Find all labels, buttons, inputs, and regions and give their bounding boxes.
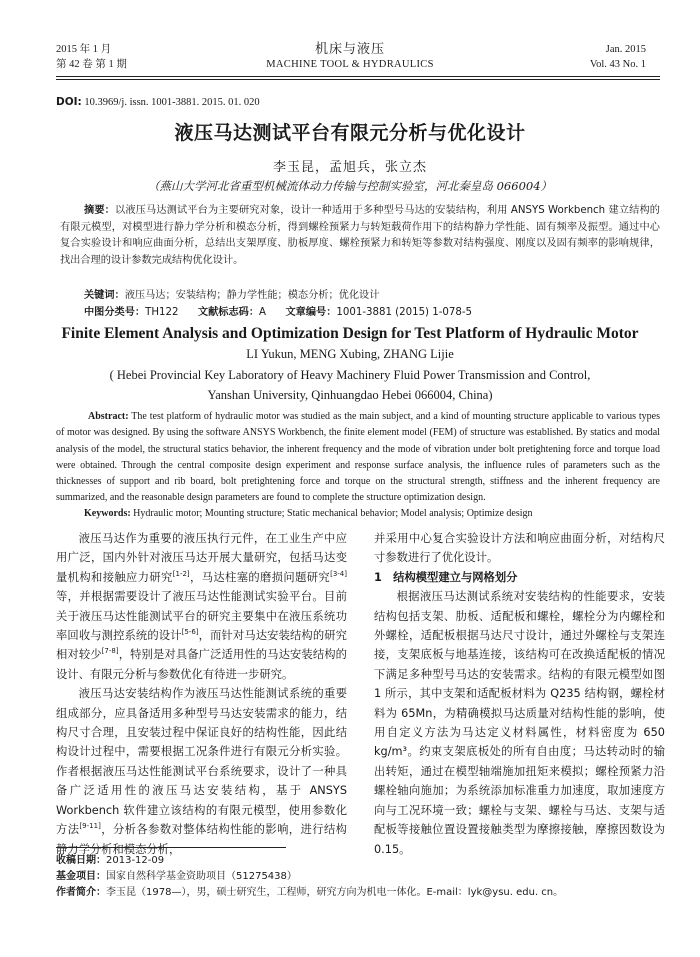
keywords-cn bbox=[84, 286, 379, 301]
keywords-cn-label: 关键词： bbox=[84, 290, 125, 301]
abstract-cn bbox=[60, 203, 660, 269]
header-rule-secondary bbox=[56, 79, 660, 80]
clc-label: 中图分类号： bbox=[84, 307, 146, 318]
citation: [9-11] bbox=[79, 822, 101, 831]
header-right bbox=[590, 42, 646, 72]
section-heading-1: 1 结构模型建立与网格划分 bbox=[374, 570, 518, 584]
doi bbox=[56, 96, 260, 108]
body-text: ，而针对马达安装结构的研究相对较少 bbox=[56, 629, 347, 662]
authors-cn: 李玉昆，孟旭兵，张立杰 bbox=[272, 160, 427, 175]
classification-cn bbox=[84, 303, 472, 318]
footnote-received bbox=[56, 853, 164, 868]
article-title-en: Finite Element Analysis and Optimization Design for Test Platform of Hydraulic Motor bbox=[61, 325, 639, 342]
article-number-value: 1001-3881 (2015) 1-078-5 bbox=[336, 307, 473, 318]
keywords-en-label: Keywords: bbox=[84, 508, 131, 519]
affiliation-en-line2: Yanshan University, Qinhuangdao Hebei 066004, China) bbox=[207, 388, 493, 402]
body-text: ，马达柱塞的磨损问题研究 bbox=[189, 570, 331, 584]
issue-date-en: Jan. 2015 bbox=[605, 44, 646, 55]
authors-en: LI Yukun, MENG Xubing, ZHANG Lijie bbox=[246, 347, 454, 361]
fund-value: 国家自然科学基金资助项目（51275438） bbox=[106, 871, 297, 882]
received-value: 2013-12-09 bbox=[106, 855, 165, 866]
body-column-left bbox=[56, 529, 347, 859]
footnote-author bbox=[56, 885, 563, 900]
journal-name-cn: 机床与液压 bbox=[314, 42, 385, 57]
author-bio-value: 李玉昆（1978—），男，硕士研究生，工程师，研究方向为机电一体化。E-mail：lyk@ysu. edu. cn。 bbox=[106, 887, 564, 898]
article-title-cn: 液压马达测试平台有限元分析与优化设计 bbox=[174, 122, 526, 144]
header-rule bbox=[56, 76, 660, 77]
keywords-en bbox=[84, 508, 533, 519]
doc-code-label: 文献标志码： bbox=[197, 307, 260, 318]
doi-value: 10.3969/j. issn. 1001-3881. 2015. 01. 020 bbox=[84, 97, 260, 108]
citation: [3-4] bbox=[330, 570, 347, 579]
footnote-fund bbox=[56, 869, 297, 884]
abstract-en bbox=[56, 409, 660, 507]
footnote-rule bbox=[56, 847, 286, 848]
citation: [1-2] bbox=[172, 570, 190, 579]
body-text: 液压马达作为重要的液压执行元件，在工业生产中应用广泛，国内外针对液压马达开展大量研究，包括马达变量机构和接触应力研究 bbox=[56, 532, 347, 584]
body-text: ，分析各参数对整体结构性能的影响，进行结构静力学分析和模态分析， bbox=[56, 823, 347, 856]
body-paragraph-2 bbox=[56, 684, 347, 859]
citation: [5-6] bbox=[181, 628, 199, 637]
issue-date: 2015 年 1 月 bbox=[56, 44, 112, 55]
article-number-label: 文章编号： bbox=[285, 307, 337, 318]
body-paragraph-1 bbox=[56, 529, 347, 684]
doi-label: DOI: bbox=[56, 96, 82, 108]
body-text: ，特别是对具备广泛适用性的马达安装结构的设计、有限元分析与参数优化有待进一步研究。 bbox=[56, 648, 347, 681]
received-label: 收稿日期： bbox=[56, 855, 106, 866]
affiliation-en-line1: ( Hebei Provincial Key Laboratory of Heavy Machinery Fluid Power Transmission and Control, bbox=[109, 368, 591, 382]
body-paragraph-continued: 并采用中心复合实验设计方法和响应曲面分析，对结构尺寸参数进行了优化设计。 bbox=[374, 532, 665, 565]
volume-issue-en: Vol. 43 No. 1 bbox=[589, 59, 646, 70]
fund-label: 基金项目： bbox=[56, 871, 106, 882]
clc-value: TH122 bbox=[145, 307, 179, 318]
abstract-en-label: Abstract: bbox=[88, 411, 129, 422]
keywords-en-text: Hydraulic motor; Mounting structure; Static mechanical behavior; Model analysis; Optimize design bbox=[133, 508, 533, 519]
abstract-en-text: The test platform of hydraulic motor was studied as the main subject, and a kind of mounting structure applicable to various types of motor was designed. By using the software ANSYS Workbench, the finite element model (FEM) of structure was established. By statics and modal analysis of the model, the structural statics behavior, the inherent frequency and the mode of vibration under bolt pretightening force and torque load were obtained. Through the central composite design experiment and response surface analysis, the influence rules of parameters such as the thicknesses of support and rib board, bolt pretightening force and torque on the structural strength, stiffness and the inherent frequency are summarized, and the reasonable design parameters are found to complete the structure optimization design. bbox=[56, 411, 660, 504]
author-bio-label: 作者简介： bbox=[56, 887, 106, 898]
body-column-right bbox=[374, 529, 665, 859]
body-text: 液压马达安装结构作为液压马达性能测试系统的重要组成部分，应具备适用多种型号马达安装需求的能力，结构尺寸合理，且安装过程中保证良好的结构性能，因此结构设计过程中，需要根据工况条件进行有限元分析实验。作者根据液压马达性能测试平台系统要求，设计了一种具备广泛适用性的液压马达安装结构，基于 ANSYS Workbench 软件建立该结构的有限元模型，使用参数化方法 bbox=[56, 687, 347, 837]
abstract-cn-label: 摘要： bbox=[84, 205, 115, 216]
keywords-cn-text: 液压马达；安装结构；静力学性能；模态分析；优化设计 bbox=[124, 290, 380, 301]
affiliation-cn: （燕山大学河北省重型机械流体动力传输与控制实验室，河北秦皇岛 066004） bbox=[147, 179, 553, 193]
doc-code-value: A bbox=[259, 307, 267, 318]
citation: [7-8] bbox=[101, 647, 119, 656]
journal-name-en: MACHINE TOOL & HYDRAULICS bbox=[266, 59, 434, 70]
body-text: 等，并根据需要设计了液压马达性能测试实验平台。目前关于液压马达性能测试平台的研究主要集中在液压系统功率回收与测控系统的设计 bbox=[56, 590, 347, 643]
body-paragraph-3: 根据液压马达测试系统对安装结构的性能要求，安装结构包括支架、肋板、适配板和螺栓，螺栓分为内螺栓和外螺栓，适配板根据马达尺寸设计，通过外螺栓与支架连接，支架底板与地基连接，该结构可在改换适配板的情况下满足多种型号马达的安装需求。结构的有限元模型如图 1 所示，其中支架和适配板材料为 Q235 结构钢，螺栓材料为 65Mn，为精确模拟马达质量对结构性能的影响，使用自定义方法为马达定义材料属性，材料密度为 650 kg/m³。约束支架底板处的所有自由度；马达转动时的输出转矩，通过在模型轴端施加扭矩来模拟；螺栓预紧力沿螺栓轴向施加；为系统添加标准重力加速度，取加速度方向与工况环境一致；螺栓与支架、螺栓与马达、支架与适配板等接触位置设置接触类型为摩擦接触，摩擦因数设为 0.15。 bbox=[374, 590, 665, 856]
abstract-cn-text: 以液压马达测试平台为主要研究对象，设计一种适用于多种型号马达的安装结构，利用 ANSYS Workbench 建立结构的有限元模型，对模型进行静力学分析和模态分析，得到螺栓预紧力与转矩载荷作用下的结构静力学性能、固有频率及振型。通过中心复合实验设计和响应曲面分析，总结出支架厚度、肋板厚度、螺栓预紧力和转矩等参数对结构强度、刚度以及固有频率的影响规律，找出合理的设计参数完成结构优化设计。 bbox=[60, 205, 660, 266]
volume-issue: 第 42 卷 第 1 期 bbox=[56, 59, 127, 70]
